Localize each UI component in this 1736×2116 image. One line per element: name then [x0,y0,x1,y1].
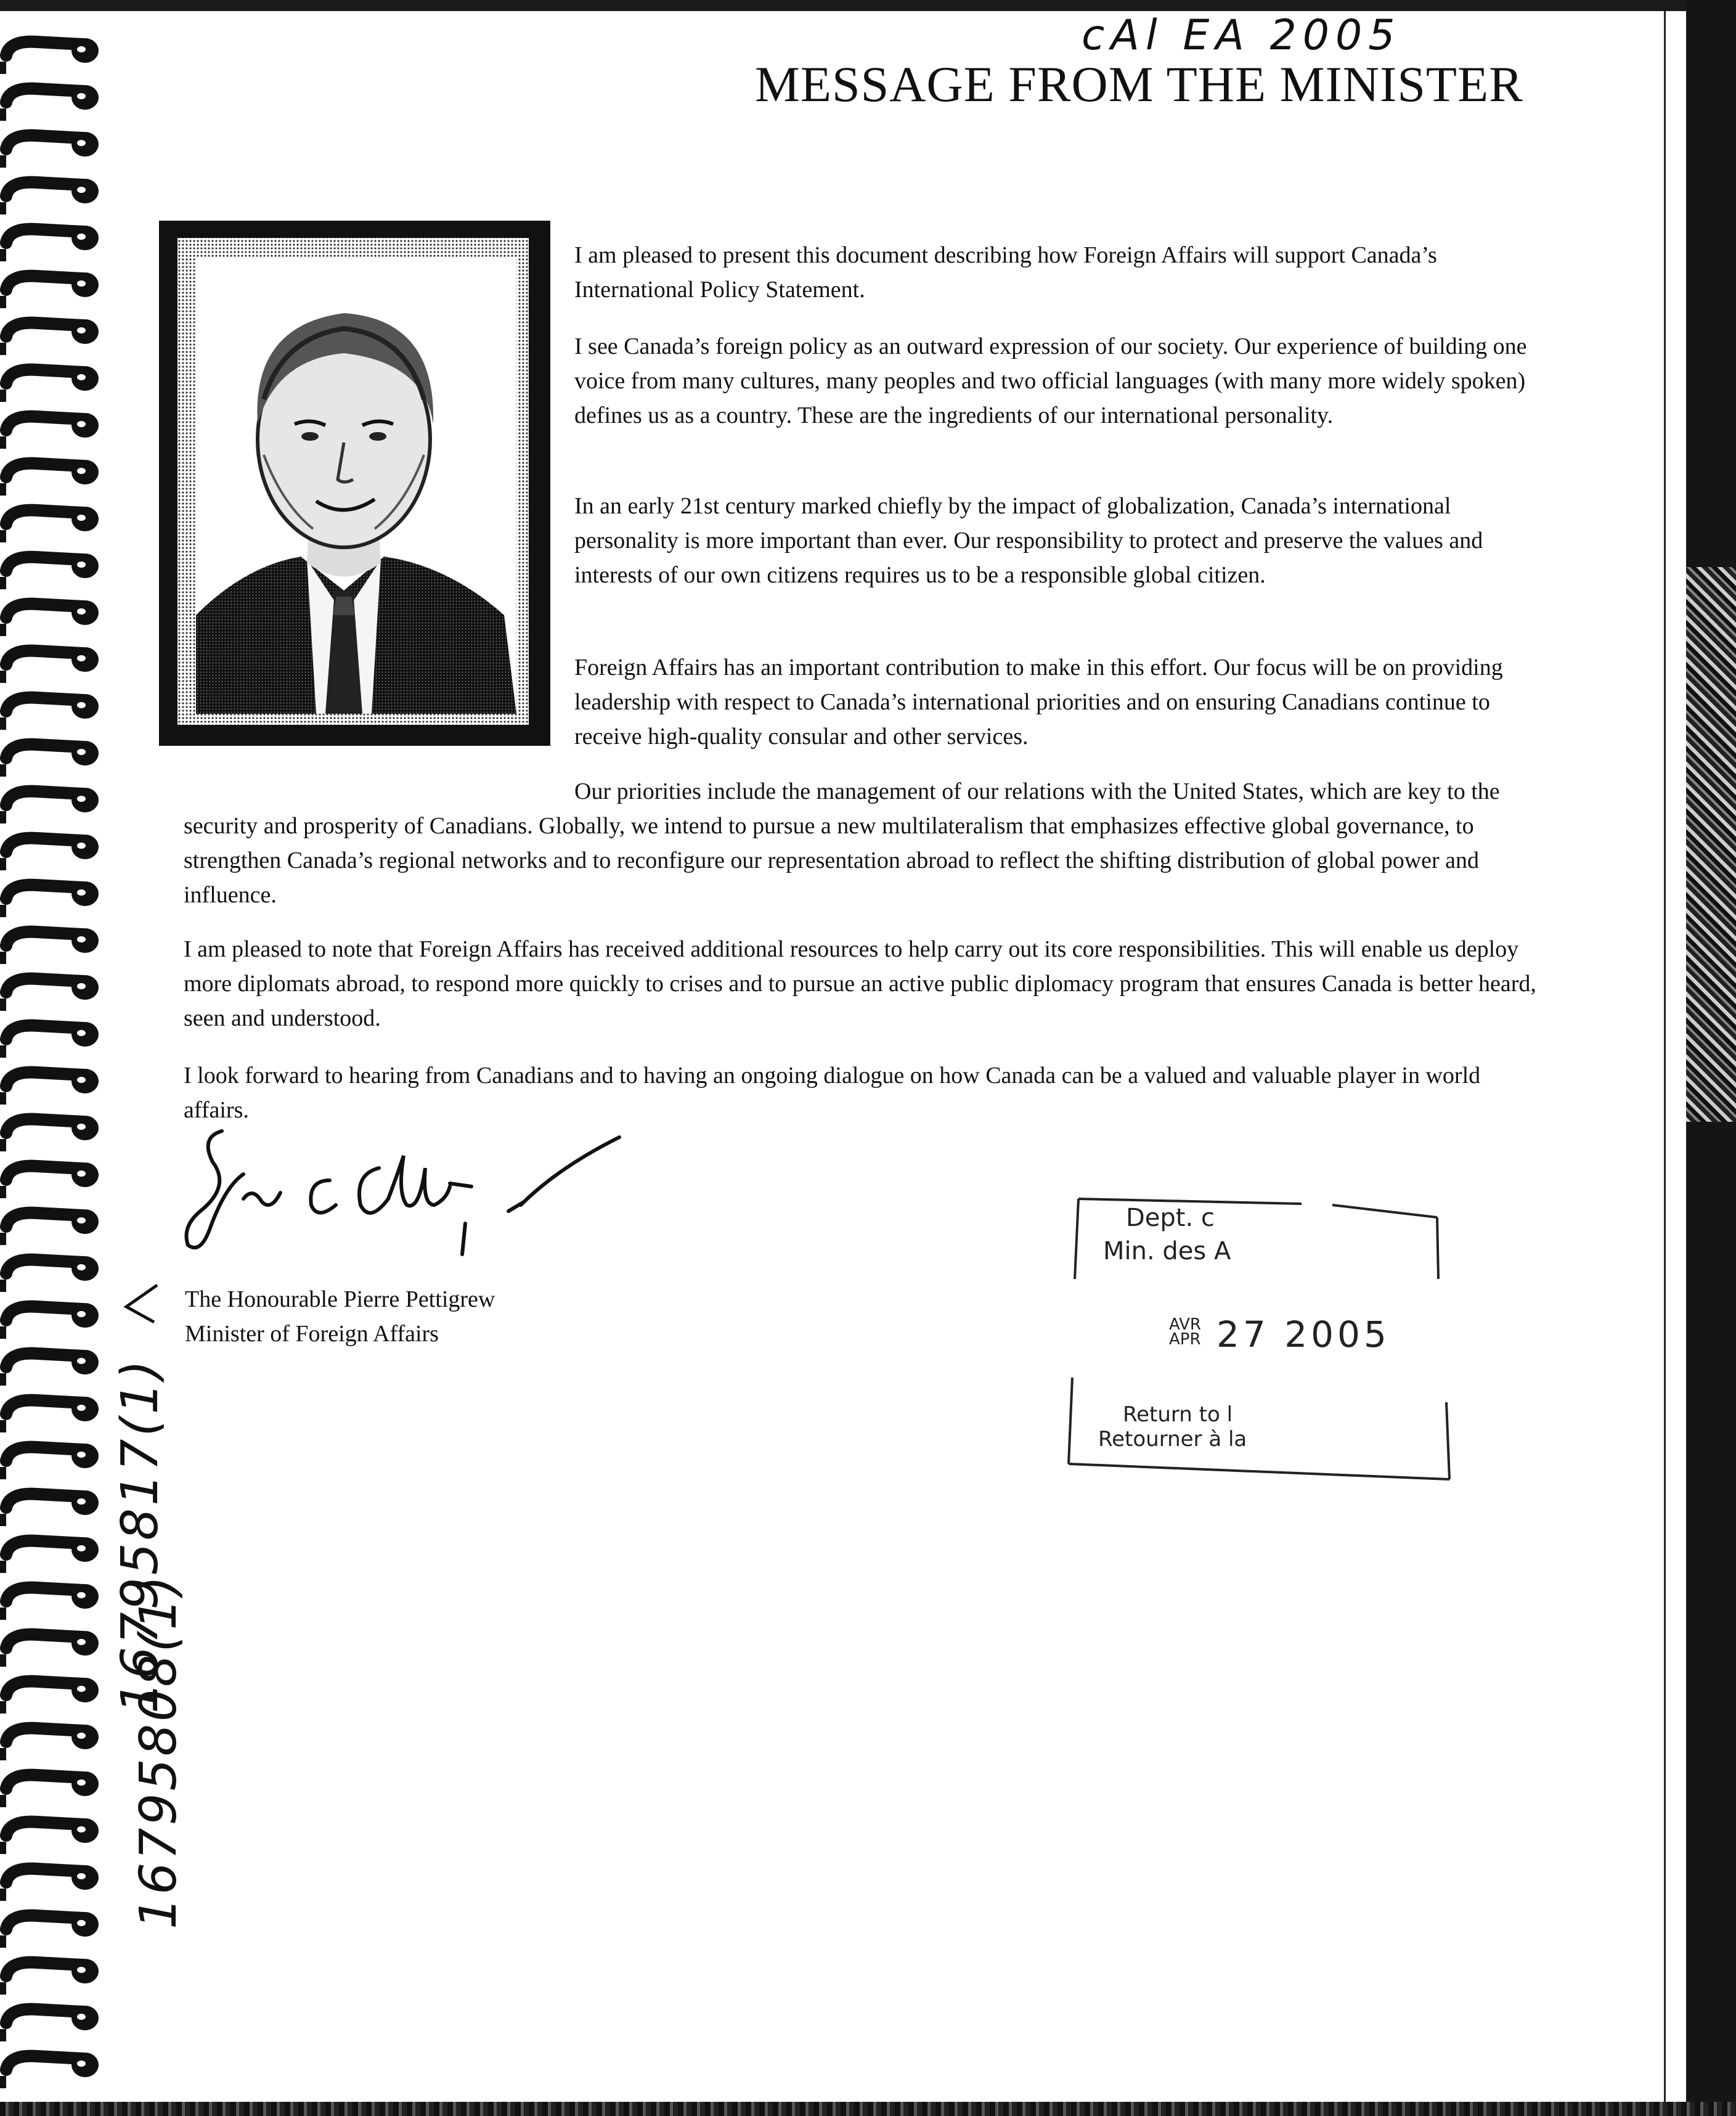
binding-coil [3,1818,99,1854]
binding-coil [3,788,99,823]
paragraph-resources: I am pleased to note that Foreign Affairs has received additional resources to help carry out its core responsibilities. This will enable us deploy more diplomats abroad, to respond more quickly to crises and to pursue an active public diplomacy program that ensures Canada is better heard, seen and understood. [184,936,1536,1031]
binding-coil [3,1912,99,1948]
binding-coil [3,1397,99,1432]
binding-coil [3,179,99,214]
binding-coil [3,741,99,777]
stamp-date: 27 2005 [1216,1313,1390,1355]
binding-coil [3,1631,99,1667]
paragraph-foreign-policy: I see Canada’s foreign policy as an outward expression of our society. Our experience of building one voice from many cultures, many peoples and two official languages (with many more widely spoken) defines us as a country. These are the ingredients of our international personality. [574,333,1527,428]
binding-coil [3,975,99,1011]
binding-coil [3,647,99,683]
binding-coil [3,366,99,402]
binding-coil [3,835,99,870]
binding-coil [3,1303,99,1339]
binding-coil [3,1162,99,1198]
binding-coil [3,881,99,917]
handwritten-bracket-mark [120,1282,163,1325]
binding-coil [3,1584,99,1620]
signatory-name: The Honourable Pierre Pettigrew [185,1286,495,1312]
binding-coil [3,2006,99,2041]
binding-coil [3,1256,99,1292]
binding-coil [3,694,99,730]
binding-coil [3,460,99,496]
binding-coil [3,1678,99,1714]
binding-coil [3,85,99,121]
binding-coil [3,554,99,589]
handwritten-signature [176,1119,632,1267]
stamp-min-line: Min. des A [1103,1237,1231,1265]
binding-coil [3,38,99,74]
binding-coil [3,226,99,261]
binding-coil [3,1865,99,1901]
minister-portrait [159,221,550,746]
paragraph-intro: I am pleased to present this document describing how Foreign Affairs will support Canada’s International Policy Statement. [574,242,1437,303]
stamp-month-fr: AVR [1169,1315,1201,1334]
binding-coil [3,928,99,964]
handwritten-catalog-number: cAl EA 2005 [1082,11,1401,60]
binding-coil [3,272,99,308]
binding-coil [3,1959,99,1995]
binding-coil [3,507,99,542]
binding-coil [3,1116,99,1151]
paragraph-contribution: Foreign Affairs has an important contribution to make in this effort. Our focus will be on providing leadership with respect to Canada’s international priorities and on ensuring Canadians continue to receive high-quality consular and other services. [574,655,1503,750]
binding-coil [3,1209,99,1245]
paragraph-dialogue: I look forward to hearing from Canadians and to having an ongoing dialogue on how Canada can be a valued and valuable player in world affairs. [184,1063,1481,1123]
paragraph-globalization: In an early 21st century marked chiefly by the impact of globalization, Canada’s international personality is more important than ever. Our responsibility to protect and preserve the values and interests of our own citizens requires us to be a responsible global citizen. [574,493,1483,588]
scan-speckle [1686,567,1736,1122]
stamp-retourner-line: Retourner à la [1098,1427,1247,1452]
spiral-binding [0,31,108,2102]
binding-coil [3,2053,99,2088]
binding-coil [3,1022,99,1058]
binding-coil [3,1490,99,1526]
scan-edge-top [0,0,1736,11]
binding-coil [3,132,99,168]
binding-coil [3,1444,99,1479]
binding-coil [3,413,99,449]
binding-coil [3,1537,99,1573]
binding-coil [3,600,99,636]
stamp-return-line: Return to l [1123,1402,1233,1427]
scan-edge-bottom [0,2102,1736,2116]
binding-coil [3,1350,99,1386]
paragraph-priorities: Our priorities include the management of our relations with the United States, which are key to the security and prosperity of Canadians. Globally, we intend to pursue a new multilateralism that emphasizes effective global governance, to strengthen Canada’s regional networks and to reconfigure our representation abroad to reflect the shifting distribution of global power and influence. [184,778,1500,908]
handwritten-vertical-number-2: 16795808(1) [129,1573,188,1929]
binding-coil [3,1725,99,1760]
binding-coil [3,319,99,355]
page-edge-rule [1664,11,1666,2102]
binding-coil [3,1069,99,1105]
stamp-month-en: APR [1169,1330,1201,1349]
handwritten-vertical-number-1: 16795817(1) [111,1357,169,1714]
signatory-title: Minister of Foreign Affairs [185,1321,439,1347]
stamp-dept-line: Dept. c [1126,1204,1215,1232]
binding-coil [3,1771,99,1807]
page-title: MESSAGE FROM THE MINISTER [755,56,1523,112]
received-stamp [1061,1193,1456,1485]
scan-edge-right [1686,0,1736,2116]
